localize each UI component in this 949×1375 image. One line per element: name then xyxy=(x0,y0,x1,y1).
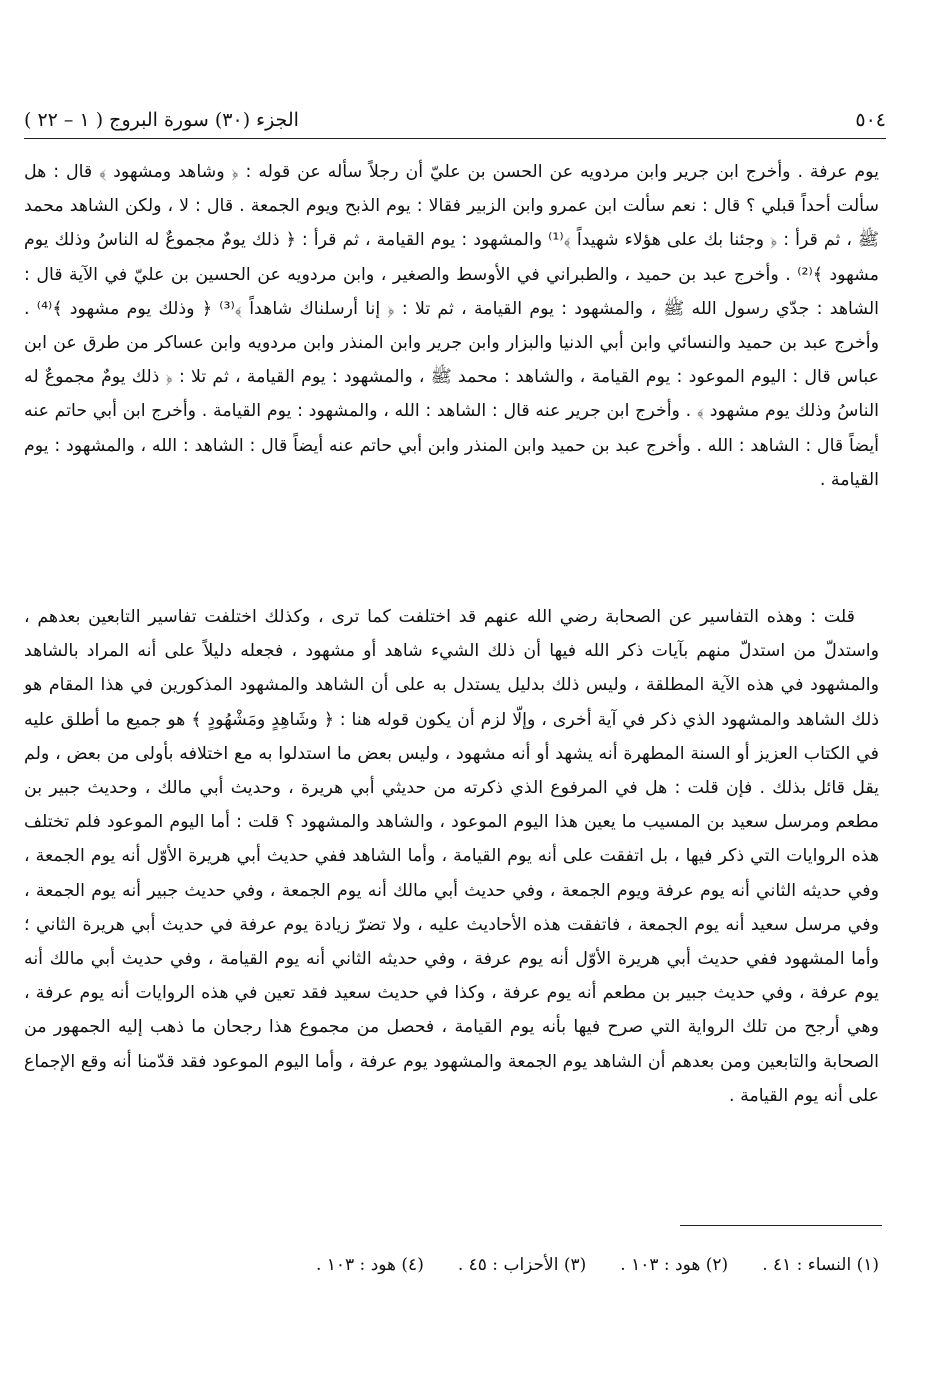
footnote-divider xyxy=(680,1225,882,1226)
footnote-4: (٤) هود : ١٠٣ . xyxy=(315,1255,424,1275)
paragraph-text: يوم عرفة . وأخرج ابن جرير وابن مردويه عن الحسن بن عليّ أن رجلاً سأله عن قوله : ﴿ وشاهد ومشهود ﴾ قال : هل سألت أحداً قبلي ؟ قال : نعم سألت ابن عمرو وابن الزبير فقالا : يوم الذبح ويوم الجمعة . قال : لا ، ولكن الشاهد محمد ﷺ ، ثم قرأ : ﴿ وجئنا بك على هؤلاء شهيداً ﴾⁽¹⁾ والمشهود : يوم القيامة ، ثم قرأ : ﴿ ذلك يومٌ مجموعٌ له الناسُ وذلك يوم مشهود ﴾⁽²⁾ . وأخرج عبد بن حميد ، والطبراني في الأوسط والصغير ، وابن مردويه عن الحسين بن عليّ في الآية قال : الشاهد : جدّي رسول الله ﷺ ، والمشهود : يوم القيامة ، ثم تلا : ﴿ إنا أرسلناك شاهداً ﴾⁽³⁾ ﴿ وذلك يوم مشهود ﴾⁽⁴⁾ . وأخرج عبد بن حميد والنسائي وابن أبي الدنيا والبزار وابن جرير وابن المنذر وابن مردويه وابن عساكر من طرق عن ابن عباس قال : اليوم الموعود : يوم القيامة ، والشاهد : محمد ﷺ ، والمشهود : يوم القيامة ، ثم تلا : ﴿ ذلك يومٌ مجموعٌ له الناسُ وذلك يوم مشهود ﴾ . وأخرج ابن جرير عنه قال : الشاهد : الله ، والمشهود : يوم القيامة . وأخرج ابن أبي حاتم عنه أيضاً قال : الشاهد : الله . وأخرج عبد بن حميد وابن المنذر وابن أبي حاتم عنه أيضاً قال : الشاهد : الله ، والمشهود : يوم القيامة . xyxy=(24,162,879,490)
page-number: ٥٠٤ xyxy=(855,109,886,131)
page-header xyxy=(24,104,886,136)
footnote-2: (٢) هود : ١٠٣ . xyxy=(620,1255,729,1275)
paragraph-text: قلت : وهذه التفاسير عن الصحابة رضي الله عنهم قد اختلفت كما ترى ، وكذلك اختلفت تفاسير التابعين بعدهم ، واستدلّ من استدلّ منهم بآيات ذكر الله فيها أن ذلك الشيء شاهد أو مشهود ، فجعله دليلاً على أنه المراد بالشاهد والمشهود في هذه الآية المطلقة ، وليس ذلك بدليل يستدل به على أن الشاهد والمشهود المذكورين في هذا المقام هو ذلك الشاهد والمشهود الذي ذكر في آية أخرى ، وإلّا لزم أن يكون قوله هنا : ﴿ وشَاهِدٍ ومَشْهُودٍ ﴾ هو جميع ما أطلق عليه في الكتاب العزيز أو السنة المطهرة أنه يشهد أو أنه مشهود ، وليس بعض ما استدلوا به مع اختلافه بأولى من بعض ، ولم يقل قائل بذلك . فإن قلت : هل في المرفوع الذي ذكرته من حديثي أبي هريرة ، وحديث أبي مالك ، وحديث جبير بن مطعم ومرسل سعيد بن المسيب ما يعين هذا اليوم الموعود ، والشاهد والمشهود ؟ قلت : أما اليوم الموعود فلم تختلف هذه الروايات التي ذكر فيها ، بل اتفقت على أنه يوم القيامة ، وأما الشاهد ففي حديث أبي هريرة الأوّل أنه يوم الجمعة ، وفي حديثه الثاني أنه يوم عرفة ويوم الجمعة ، وفي حديث أبي مالك أنه يوم الجمعة ، وفي حديث جبير أنه يوم الجمعة ، وفي مرسل سعيد أنه يوم الجمعة ، فاتفقت هذه الأحاديث عليه ، ولا تضرّ زيادة يوم عرفة في حديث أبي هريرة الثاني ؛ وأما المشهود ففي حديث أبي هريرة الأوّل أنه يوم عرفة ، وفي حديثه الثاني أنه يوم القيامة ، وفي حديث أبي مالك أنه يوم عرفة ، وفي حديث جبير بن مطعم أنه يوم عرفة ، وكذا في حديث سعيد فقد تعين في هذه الروايات أنه يوم عرفة ، وهي أرجح من تلك الرواية التي صرح فيها بأنه يوم القيامة ، فحصل من مجموع هذا رجحان ما ذهب إليه الجمهور من الصحابة والتابعين ومن بعدهم أن الشاهد يوم الجمعة والمشهود يوم عرفة ، وأما اليوم الموعود فقد قدّمنا أنه وقع الإجماع على أنه يوم القيامة . xyxy=(24,607,879,1106)
running-title: الجزء (٣٠) سورة البروج ( ١ – ٢٢ ) xyxy=(24,109,299,131)
body-paragraph-1 xyxy=(24,155,879,497)
footnote-3: (٣) الأحزاب : ٤٥ . xyxy=(457,1255,587,1275)
header-divider xyxy=(24,138,886,139)
footnotes xyxy=(24,1250,879,1280)
footnote-1: (١) النساء : ٤١ . xyxy=(762,1255,879,1275)
body-paragraph-2 xyxy=(24,600,879,1113)
